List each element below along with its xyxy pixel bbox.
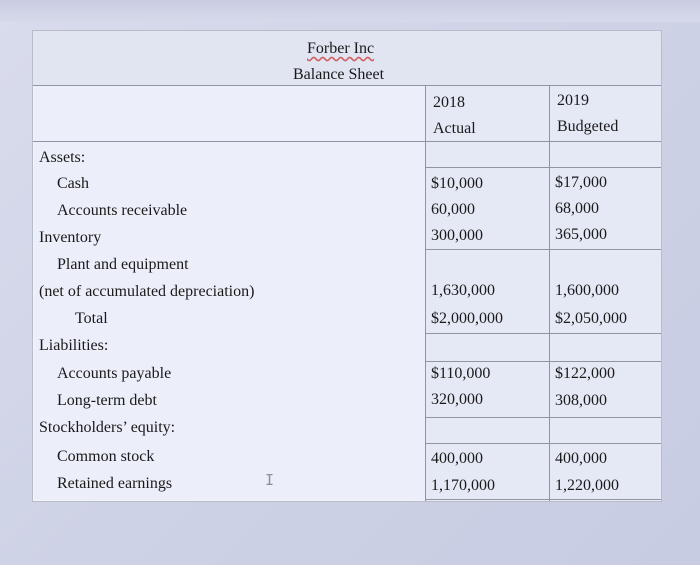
cropped-toolbar-strip xyxy=(0,0,700,22)
rule xyxy=(425,249,661,250)
rule xyxy=(425,443,661,444)
col-2018-year: 2018 xyxy=(433,94,465,111)
col-2019-year: 2019 xyxy=(557,92,589,109)
rule xyxy=(425,499,661,500)
inventory-2018: 300,000 xyxy=(431,227,483,244)
cs-2018: 400,000 xyxy=(431,450,483,467)
rule xyxy=(425,361,661,362)
plant-2018: 1,630,000 xyxy=(431,282,495,299)
inventory-2019: 365,000 xyxy=(555,226,607,243)
equity-heading: Stockholders’ equity: xyxy=(39,419,176,436)
accounts-receivable-label: Accounts receivable xyxy=(57,202,188,219)
retained-earnings-label: Retained earnings xyxy=(57,475,173,492)
total-2019: $2,050,000 xyxy=(555,310,627,327)
ltd-2019: 308,000 xyxy=(555,392,607,409)
accounts-payable-label: Accounts payable xyxy=(57,365,172,382)
statement-title: Balance Sheet xyxy=(293,66,385,83)
common-stock-label: Common stock xyxy=(57,448,155,465)
liabilities-heading: Liabilities: xyxy=(39,337,109,354)
text-cursor-icon: I xyxy=(265,471,275,489)
re-2019: 1,220,000 xyxy=(555,477,619,494)
rule xyxy=(425,417,661,418)
rule xyxy=(33,85,661,86)
ap-2018: $110,000 xyxy=(431,365,491,382)
rule xyxy=(425,333,661,334)
balance-sheet-table xyxy=(32,30,662,502)
long-term-debt-label: Long-term debt xyxy=(57,392,157,409)
company-name: Forber Inc xyxy=(307,40,375,57)
col-2018-label: Actual xyxy=(433,120,476,137)
plant-2019: 1,600,000 xyxy=(555,282,619,299)
column-divider xyxy=(425,85,426,501)
cash-2018: $10,000 xyxy=(431,175,483,192)
re-2018: 1,170,000 xyxy=(431,477,495,494)
column-divider xyxy=(549,85,550,501)
plant-equipment-label: Plant and equipment xyxy=(57,256,189,273)
col-2019-label: Budgeted xyxy=(557,118,619,135)
rule xyxy=(425,167,661,168)
cs-2019: 400,000 xyxy=(555,450,607,467)
total-2018: $2,000,000 xyxy=(431,310,503,327)
ar-2019: 68,000 xyxy=(555,200,599,217)
ltd-2018: 320,000 xyxy=(431,391,483,408)
net-depreciation-label: (net of accumulated depreciation) xyxy=(39,283,255,300)
ar-2018: 60,000 xyxy=(431,201,475,218)
rule xyxy=(33,141,661,142)
inventory-label: Inventory xyxy=(39,229,102,246)
cash-2019: $17,000 xyxy=(555,174,607,191)
ap-2019: $122,000 xyxy=(555,365,615,382)
cash-label: Cash xyxy=(57,175,89,192)
assets-heading: Assets: xyxy=(39,149,86,166)
total-label: Total xyxy=(75,310,108,327)
